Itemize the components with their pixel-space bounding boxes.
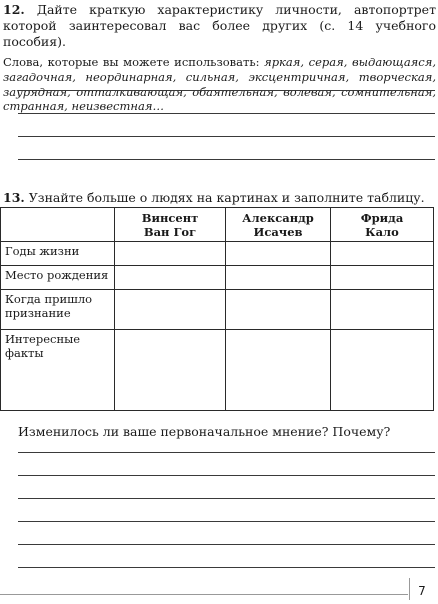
column-header-isachev: Александр Исачев	[226, 208, 331, 242]
table-input-cell[interactable]	[331, 330, 434, 411]
table-header-row	[1, 208, 434, 242]
answer-line[interactable]	[18, 475, 435, 476]
row-label-recognition: Когда пришло признание	[1, 290, 115, 330]
page-number: 7	[409, 578, 434, 600]
answer-line[interactable]	[18, 452, 435, 453]
table-input-cell[interactable]	[226, 290, 331, 330]
table-input-cell[interactable]	[226, 266, 331, 290]
task-13-question	[3, 190, 436, 206]
table-input-cell[interactable]	[115, 242, 226, 266]
table-row	[1, 330, 434, 411]
task-13	[3, 190, 436, 206]
column-header-van-gogh: Винсент Ван Гог	[115, 208, 226, 242]
table-input-cell[interactable]	[226, 330, 331, 411]
table-input-cell[interactable]	[331, 290, 434, 330]
task-12-number: 12.	[3, 2, 25, 17]
task-13-number: 13.	[3, 190, 25, 205]
follow-up-question: Изменилось ли ваше первоначальное мнение? Почему?	[18, 424, 391, 439]
page-footer	[0, 578, 438, 600]
answer-line[interactable]	[18, 544, 435, 545]
task-12-text: Дайте краткую характеристику личности, автопортрет которой заинтересовал вас более других (с. 14 учебного пособия).	[3, 2, 436, 49]
footer-rule	[0, 594, 408, 595]
column-header-kahlo: Фрида Кало	[331, 208, 434, 242]
hint-intro: Слова, которые вы можете использовать:	[3, 55, 260, 70]
table-input-cell[interactable]	[115, 330, 226, 411]
table-row	[1, 266, 434, 290]
answer-line[interactable]	[18, 136, 435, 137]
table-corner-cell	[1, 208, 115, 242]
answer-line[interactable]	[18, 159, 435, 160]
table-input-cell[interactable]	[331, 266, 434, 290]
row-label-years: Годы жизни	[1, 242, 115, 266]
answer-line[interactable]	[18, 521, 435, 522]
table-input-cell[interactable]	[331, 242, 434, 266]
answer-line[interactable]	[18, 90, 435, 91]
hint-words: яркая, серая, выдающаяся, загадочная, неординарная, сильная, эксцентричная, творческая, заурядная, отталкивающая, обаятельная, волевая, сомнительная, странная, неизвестная…	[3, 55, 437, 114]
task-12-answer-lines[interactable]	[18, 90, 435, 170]
task-13-answer-lines[interactable]	[18, 452, 435, 572]
row-label-facts: Интересные факты	[1, 330, 115, 411]
table-row	[1, 242, 434, 266]
answer-line[interactable]	[18, 567, 435, 568]
answer-line[interactable]	[18, 498, 435, 499]
info-table	[0, 207, 434, 411]
table-input-cell[interactable]	[115, 266, 226, 290]
table-input-cell[interactable]	[226, 242, 331, 266]
table-input-cell[interactable]	[115, 290, 226, 330]
task-12-question	[3, 2, 436, 49]
answer-line[interactable]	[18, 113, 435, 114]
table-row	[1, 290, 434, 330]
task-13-text: Узнайте больше о людях на картинах и заполните таблицу.	[28, 190, 425, 205]
row-label-birthplace: Место рождения	[1, 266, 115, 290]
